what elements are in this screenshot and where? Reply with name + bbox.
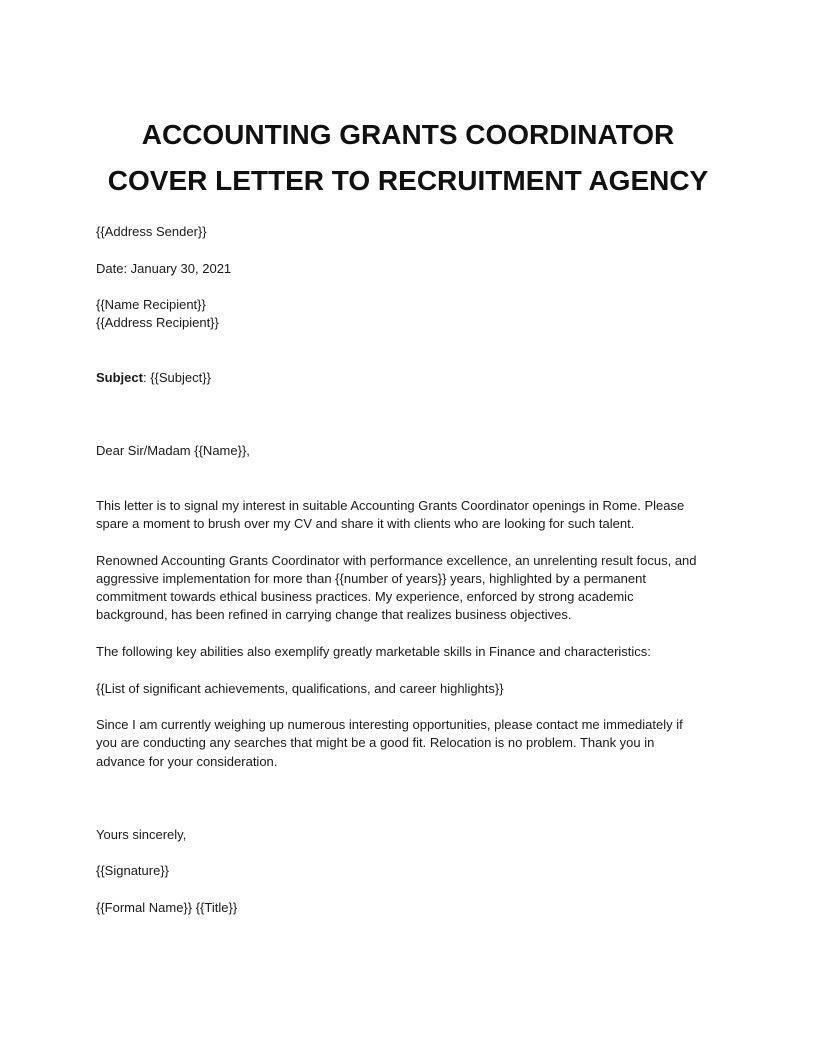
signature: {{Signature}} — [96, 863, 170, 879]
paragraph-line: you are conducting any searches that might be a good fit. Relocation is no problem. Thank you in — [96, 735, 655, 751]
formal-name-title: {{Formal Name}} {{Title}} — [96, 899, 238, 915]
paragraph-line: background, has been refined in carrying change that realizes business objectives. — [96, 607, 572, 623]
sender-address: {{Address Sender}} — [96, 224, 207, 239]
closing: Yours sincerely, — [96, 826, 187, 842]
paragraph-line: spare a moment to brush over my CV and share it with clients who are looking for such talent. — [96, 516, 635, 532]
paragraph-line: Since I am currently weighing up numerous interesting opportunities, please contact me immediately if — [96, 717, 683, 733]
recipient-address: {{Address Recipient}} — [96, 315, 219, 331]
paragraph-availability — [96, 716, 736, 771]
paragraph-line: commitment towards ethical business practices. My experience, enforced by strong academic — [96, 589, 634, 605]
title-line-1: ACCOUNTING GRANTS COORDINATOR — [141, 119, 675, 150]
paragraph-interest — [96, 497, 736, 533]
letter-date: Date: January 30, 2021 — [96, 260, 232, 276]
document-title — [0, 112, 816, 204]
salutation: Dear Sir/Madam {{Name}}, — [96, 443, 250, 459]
title-line-2: COVER LETTER TO RECRUITMENT AGENCY — [107, 165, 709, 196]
paragraph-line: This letter is to signal my interest in suitable Accounting Grants Coordinator openings in Rome. Please — [96, 497, 685, 513]
paragraph-abilities: The following key abilities also exemplify greatly marketable skills in Finance and characteristics: — [96, 643, 651, 659]
letter-body — [96, 223, 736, 917]
subject-line — [96, 369, 736, 387]
paragraph-line: advance for your consideration. — [96, 753, 278, 769]
paragraph-line: Renowned Accounting Grants Coordinator with performance excellence, an unrelenting result focus, and — [96, 552, 697, 568]
paragraph-achievements: {{List of significant achievements, qualifications, and career highlights}} — [96, 680, 504, 696]
subject-label: Subject — [96, 370, 143, 386]
paragraph-experience — [96, 552, 736, 625]
paragraph-line: aggressive implementation for more than {{number of years}} years, highlighted by a permanent — [96, 570, 646, 586]
subject-value: : {{Subject}} — [142, 370, 211, 386]
recipient-name: {{Name Recipient}} — [96, 297, 206, 313]
